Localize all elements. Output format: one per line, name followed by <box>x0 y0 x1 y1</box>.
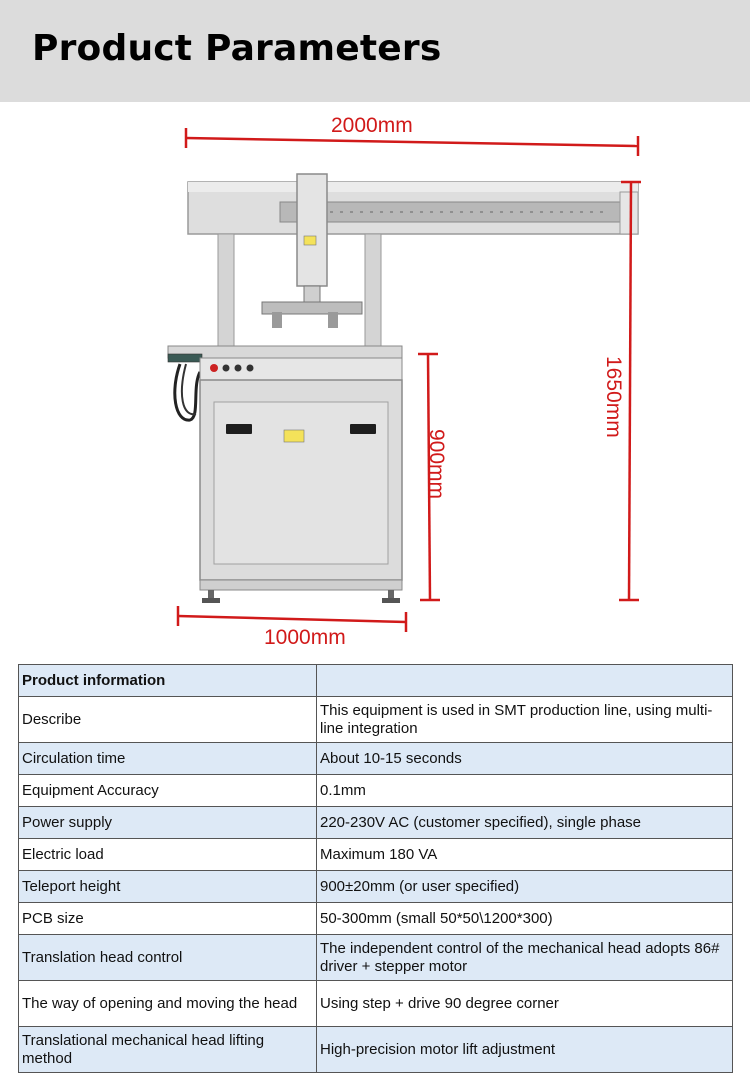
table-row <box>19 743 733 775</box>
row-label: Circulation time <box>19 743 317 775</box>
product-parameters-table <box>18 664 733 1073</box>
page-header <box>0 0 750 102</box>
row-value: High-precision motor lift adjustment <box>317 1027 733 1073</box>
row-label: Translational mechanical head lifting method <box>19 1027 317 1073</box>
table-row <box>19 697 733 743</box>
dimension-label-width-base: 1000mm <box>264 626 346 649</box>
row-label: Electric load <box>19 839 317 871</box>
row-label: Describe <box>19 697 317 743</box>
table-header-label: Product information <box>19 665 317 697</box>
row-label: The way of opening and moving the head <box>19 981 317 1027</box>
row-label: PCB size <box>19 903 317 935</box>
table-row <box>19 807 733 839</box>
row-label: Power supply <box>19 807 317 839</box>
dimension-label-width-top: 2000mm <box>331 114 413 137</box>
row-value: Maximum 180 VA <box>317 839 733 871</box>
left-post <box>218 234 234 352</box>
row-value: 900±20mm (or user specified) <box>317 871 733 903</box>
table-row <box>19 1027 733 1073</box>
row-label: Teleport height <box>19 871 317 903</box>
table-row <box>19 839 733 871</box>
right-post <box>365 234 381 352</box>
row-value: This equipment is used in SMT production line, using multi-line integration <box>317 697 733 743</box>
moving-carriage <box>297 174 327 286</box>
row-label: Equipment Accuracy <box>19 775 317 807</box>
table-row <box>19 871 733 903</box>
table-row <box>19 903 733 935</box>
dimension-label-height-total: 1650mm <box>602 356 625 438</box>
page-title: Product Parameters <box>32 28 442 69</box>
row-value: About 10-15 seconds <box>317 743 733 775</box>
row-value: The independent control of the mechanical head adopts 86# driver + stepper motor <box>317 935 733 981</box>
machine-figure <box>0 102 750 660</box>
table-row <box>19 981 733 1027</box>
conveyor <box>168 346 402 358</box>
table-header-value <box>317 665 733 697</box>
control-panel <box>200 358 402 380</box>
table-header-row <box>19 665 733 697</box>
row-value: Using step + drive 90 degree corner <box>317 981 733 1027</box>
row-value: 0.1mm <box>317 775 733 807</box>
dimension-label-height-table: 900mm <box>425 429 448 500</box>
machine-illustration <box>0 102 750 660</box>
table-row <box>19 775 733 807</box>
row-value: 220-230V AC (customer specified), single phase <box>317 807 733 839</box>
row-label: Translation head control <box>19 935 317 981</box>
table-row <box>19 935 733 981</box>
row-value: 50-300mm (small 50*50\1200*300) <box>317 903 733 935</box>
